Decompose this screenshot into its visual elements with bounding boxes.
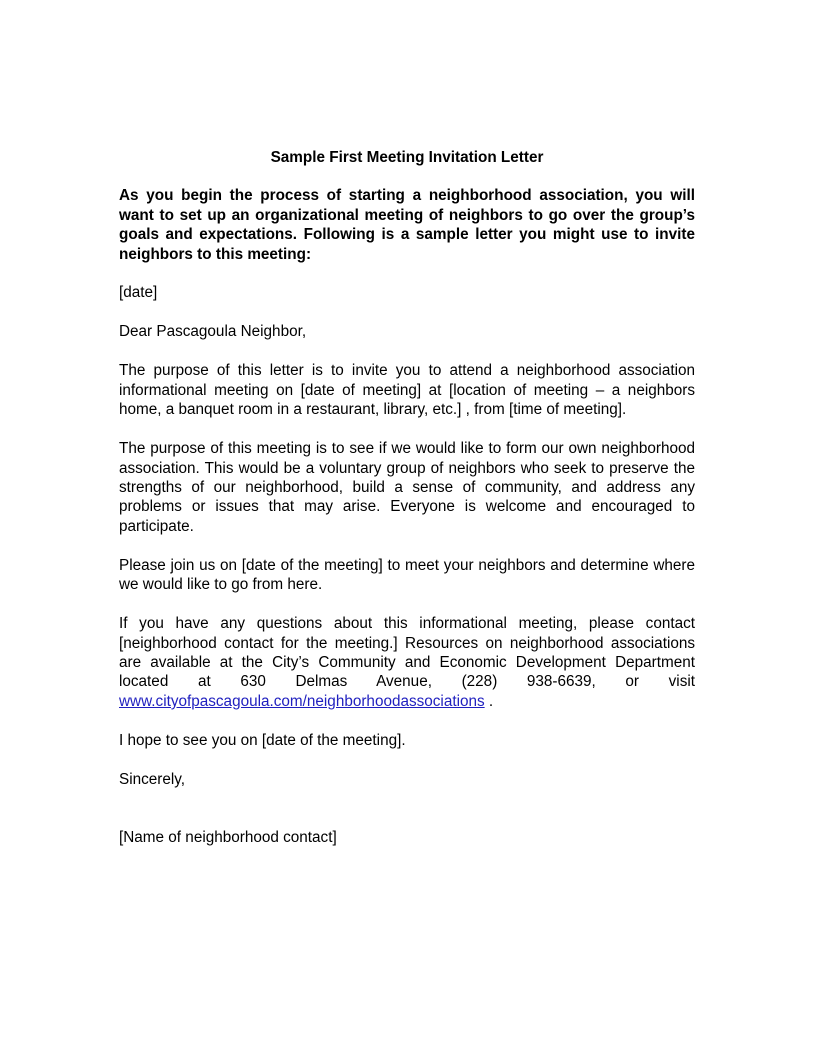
signature-line: [Name of neighborhood contact] (119, 829, 337, 847)
body-paragraph-purpose: The purpose of this meeting is to see if we would like to form our own neighborhood association. This would be a voluntary group of neighbors who seek to preserve the strengths of our neighborhood, build a sense of community, and address any problems or issues that may arise. Everyone is welcome and encouraged to participate. (119, 440, 695, 535)
contact-period: . (484, 692, 494, 710)
intro-paragraph: As you begin the process of starting a neighborhood association, you will want to set up an organizational meeting of neighbors to go over the group’s goals and expectations. Following is a sample letter you might use to invite neighbors to this meeting: (119, 187, 695, 263)
contact-text: If you have any questions about this informational meeting, please contact [neighborhood contact for the meeting.] Resources on neighborhood associations are available at the City’s Community and Economic Development Department located at 630 Delmas Avenue, (228) 938-6639, or visit (119, 615, 695, 691)
closing-line: I hope to see you on [date of the meeting]. (119, 731, 406, 749)
body-paragraph-join: Please join us on [date of the meeting] to meet your neighbors and determine where we would like to go from here. (119, 556, 695, 594)
website-link[interactable]: www.cityofpascagoula.com/neighborhoodassociations (119, 692, 485, 710)
body-paragraph-invite: The purpose of this letter is to invite you to attend a neighborhood association informational meeting on [date of meeting] at [location of meeting – a neighbors home, a banquet room in a restaurant, library, etc.] , from [time of meeting]. (119, 362, 695, 419)
letter-title: Sample First Meeting Invitation Letter (270, 149, 544, 166)
body-paragraph-contact (119, 614, 695, 711)
letter-page (119, 148, 695, 867)
salutation: Dear Pascagoula Neighbor, (119, 323, 307, 341)
date-placeholder: [date] (119, 284, 158, 302)
valediction: Sincerely, (119, 770, 186, 788)
signature-spacer (119, 809, 695, 829)
